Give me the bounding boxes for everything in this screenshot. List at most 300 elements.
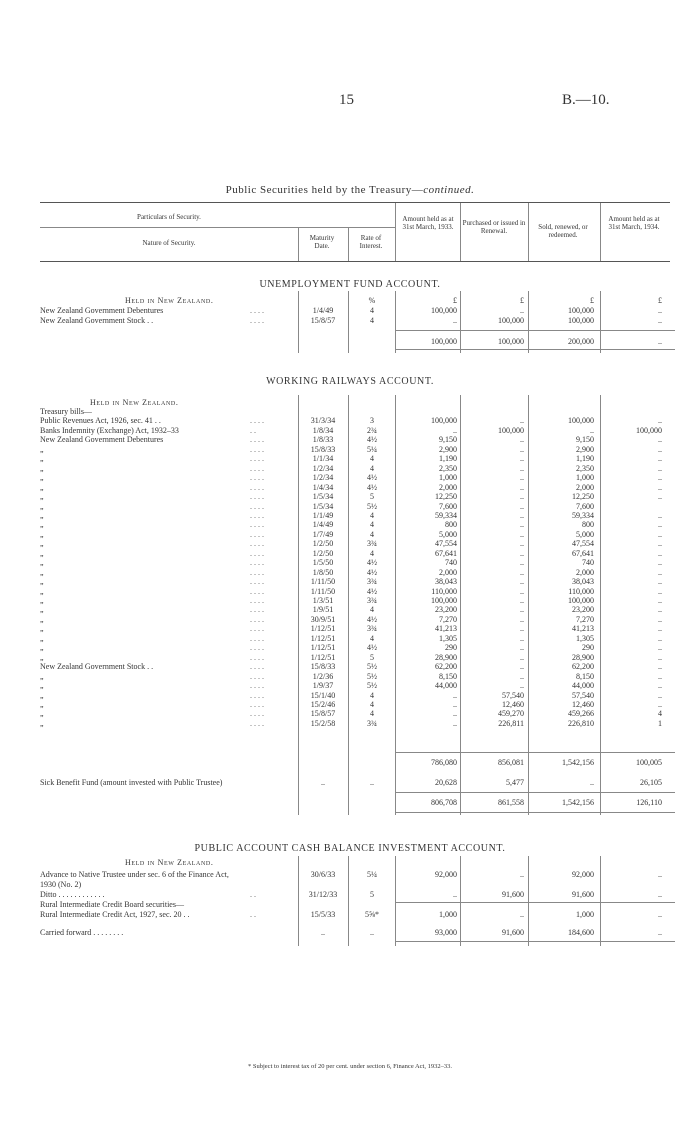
row-leader: . . . . <box>250 577 264 587</box>
header-held-1933: Amount held as at 31st March, 1933. <box>402 215 454 231</box>
row-description: „ <box>40 539 44 549</box>
row-maturity: 15/8/33 <box>310 662 336 672</box>
row-description: New Zealand Government Debentures <box>40 435 164 445</box>
row-amount-b: .. <box>520 510 524 520</box>
unit-symbol: £ <box>520 296 524 305</box>
rule <box>395 792 675 793</box>
table-row <box>40 709 680 718</box>
row-maturity: 1/3/51 <box>312 596 334 605</box>
row-amount-c: 8,150 <box>576 671 594 681</box>
table-row <box>40 502 680 511</box>
row-amount-d: .. <box>658 337 662 346</box>
row-amount-d: .. <box>658 482 662 492</box>
row-rate: 5½ <box>367 681 377 691</box>
row-amount-b: .. <box>520 520 524 530</box>
row-amount-b: 91,600 <box>502 928 524 937</box>
row-amount-a: 67,641 <box>435 548 457 558</box>
row-maturity: 31/3/34 <box>310 416 336 426</box>
row-leader: . . . . <box>250 306 264 315</box>
row-description: „ <box>40 454 44 464</box>
row-leader: . . . . <box>250 548 264 558</box>
table-row <box>40 483 680 492</box>
table-row <box>40 624 680 633</box>
row-amount-d: .. <box>658 316 662 325</box>
header-nature: Nature of Security. <box>142 239 196 247</box>
row-amount-d: 100,005 <box>636 758 662 767</box>
row-amount-a: 9,150 <box>439 435 457 445</box>
row-amount-a: 1,305 <box>439 633 457 643</box>
row-maturity: 1/5/34 <box>312 501 334 511</box>
row-rate: 5 <box>370 890 374 899</box>
row-amount-c: 1,000 <box>576 473 594 483</box>
row-rate: 4 <box>370 306 374 315</box>
table-row <box>40 539 680 548</box>
row-description: „ <box>40 643 44 653</box>
row-amount-c: 2,000 <box>576 567 594 577</box>
carried-forward-row <box>40 928 680 937</box>
row-maturity: 1/4/49 <box>312 520 334 530</box>
table-row <box>40 880 680 889</box>
row-maturity: 1/9/37 <box>312 681 334 691</box>
rule <box>395 330 675 331</box>
table-row <box>40 306 680 315</box>
row-amount-b: 861,558 <box>498 798 524 807</box>
row-leader: . . . . <box>250 492 264 502</box>
table-row <box>40 530 680 539</box>
row-amount-d: .. <box>658 671 662 681</box>
row-amount-a: .. <box>453 718 457 728</box>
row-leader: . . . . <box>250 454 264 464</box>
row-maturity: 1/2/50 <box>312 539 334 549</box>
row-maturity: 1/2/50 <box>312 548 334 558</box>
row-maturity: .. <box>321 928 325 937</box>
row-rate: 5¼ <box>367 444 377 454</box>
section-subtitle: Held in New Zealand. <box>125 858 214 867</box>
row-amount-b: .. <box>520 681 524 691</box>
row-maturity: 1/2/36 <box>312 671 334 681</box>
row-amount-c: 1,542,156 <box>562 758 594 767</box>
row-amount-b: .. <box>520 444 524 454</box>
row-amount-a: 2,000 <box>439 567 457 577</box>
row-amount-d: .. <box>658 548 662 558</box>
row-maturity: 30/6/33 <box>310 870 336 879</box>
row-amount-c: 1,542,156 <box>562 798 594 807</box>
row-description: „ <box>40 614 44 624</box>
row-amount-c: 1,190 <box>576 454 594 464</box>
row-leader: . . <box>250 425 256 435</box>
section-title: PUBLIC ACCOUNT CASH BALANCE INVESTMENT ACCOUNT. <box>194 843 506 854</box>
row-amount-a: 20,628 <box>435 778 457 787</box>
row-amount-b: .. <box>520 671 524 681</box>
row-leader: . . . . <box>250 643 264 653</box>
row-amount-c: .. <box>590 778 594 787</box>
table-row <box>40 492 680 501</box>
row-amount-a: 92,000 <box>435 870 457 879</box>
row-maturity: 15/2/46 <box>310 699 336 709</box>
row-amount-b: 91,600 <box>502 890 524 899</box>
row-amount-a: 38,043 <box>435 577 457 587</box>
table-row <box>40 719 680 728</box>
row-leader: . . . . <box>250 671 264 681</box>
row-amount-d: .. <box>658 539 662 549</box>
row-maturity: 1/1/49 <box>312 510 334 520</box>
row-amount-b: .. <box>520 596 524 605</box>
row-amount-d: .. <box>658 681 662 691</box>
row-amount-c: 100,000 <box>568 306 594 315</box>
row-amount-d: .. <box>658 614 662 624</box>
row-amount-a: 740 <box>445 558 457 568</box>
row-amount-d: .. <box>658 577 662 587</box>
row-amount-c: 2,900 <box>576 444 594 454</box>
row-maturity: 15/1/40 <box>310 690 336 700</box>
section-subtitle: Held in New Zealand. <box>90 398 179 407</box>
row-description: New Zealand Government Debentures <box>40 306 164 315</box>
row-amount-a: 93,000 <box>435 928 457 937</box>
row-amount-c: 184,600 <box>568 928 594 937</box>
page-number: 15 <box>339 92 354 108</box>
row-amount-c: 2,000 <box>576 482 594 492</box>
row-amount-a: .. <box>453 699 457 709</box>
row-amount-c: 1,000 <box>576 910 594 919</box>
row-amount-b: .. <box>520 558 524 568</box>
row-amount-d: .. <box>658 473 662 483</box>
row-amount-d: .. <box>658 690 662 700</box>
table-row <box>40 587 680 596</box>
row-leader: . . . . <box>250 614 264 624</box>
table-row <box>40 900 680 909</box>
row-description: „ <box>40 690 44 700</box>
section-title: UNEMPLOYMENT FUND ACCOUNT. <box>259 279 441 290</box>
row-amount-c: 800 <box>582 520 594 530</box>
row-amount-a: 786,080 <box>431 758 457 767</box>
row-maturity: 1/8/50 <box>312 567 334 577</box>
row-amount-b: .. <box>520 454 524 464</box>
row-maturity: 15/5/33 <box>310 910 336 919</box>
row-amount-d: .. <box>658 454 662 464</box>
row-description: 1930 (No. 2) <box>40 880 82 889</box>
row-description: „ <box>40 510 44 520</box>
row-amount-a: 7,600 <box>439 501 457 511</box>
table-row <box>40 672 680 681</box>
table-row <box>40 615 680 624</box>
row-amount-b: .. <box>520 586 524 596</box>
sick-benefit-row <box>40 778 680 787</box>
row-amount-d: .. <box>658 870 662 879</box>
row-maturity: 1/5/34 <box>312 492 334 502</box>
row-amount-c: 1,305 <box>576 633 594 643</box>
section-subtitle: Held in New Zealand. <box>125 296 214 305</box>
row-leader: . . . . <box>250 473 264 483</box>
row-amount-c: 67,641 <box>572 548 594 558</box>
row-rate: 3¾ <box>367 577 377 587</box>
row-amount-c: 290 <box>582 643 594 653</box>
row-leader: . . . . <box>250 416 264 426</box>
row-amount-d: .. <box>658 596 662 605</box>
table-row <box>40 691 680 700</box>
row-rate: 4 <box>370 454 374 464</box>
row-amount-a: 12,250 <box>435 492 457 502</box>
row-amount-c: 38,043 <box>572 577 594 587</box>
row-rate: 2¾ <box>367 425 377 435</box>
row-rate: 5 <box>370 652 374 662</box>
row-amount-c: 7,600 <box>576 501 594 511</box>
row-description: „ <box>40 624 44 634</box>
row-amount-c: .. <box>590 425 594 435</box>
row-rate: 5½ <box>367 501 377 511</box>
row-description: „ <box>40 501 44 511</box>
row-maturity: 1/8/34 <box>312 425 334 435</box>
table-row <box>40 643 680 652</box>
row-description: Advance to Native Trustee under sec. 6 of the Finance Act, <box>40 870 229 879</box>
row-leader: . . . . <box>250 463 264 473</box>
row-description: Rural Intermediate Credit Act, 1927, sec. 20 . . <box>40 910 190 919</box>
row-maturity: 1/2/34 <box>312 473 334 483</box>
row-amount-b: .. <box>520 643 524 653</box>
row-maturity: 1/12/51 <box>310 643 336 653</box>
row-rate: 4 <box>370 690 374 700</box>
row-description: „ <box>40 473 44 483</box>
row-amount-b: .. <box>520 870 524 879</box>
row-amount-d: .. <box>658 306 662 315</box>
row-amount-a: 41,213 <box>435 624 457 634</box>
row-maturity: 15/8/57 <box>310 709 336 719</box>
row-amount-a: 2,000 <box>439 482 457 492</box>
row-leader: . . . . <box>250 633 264 643</box>
row-amount-a: 100,000 <box>431 596 457 605</box>
row-amount-c: 2,350 <box>576 463 594 473</box>
row-maturity: 1/1/34 <box>312 454 334 464</box>
row-amount-d: .. <box>658 699 662 709</box>
table-row <box>40 910 680 919</box>
row-amount-c: 110,000 <box>568 586 594 596</box>
row-amount-c: 100,000 <box>568 316 594 325</box>
row-rate: 4 <box>370 548 374 558</box>
row-maturity: 30/9/51 <box>310 614 336 624</box>
row-amount-b: 100,000 <box>498 316 524 325</box>
row-maturity: 1/12/51 <box>310 633 336 643</box>
section-title: WORKING RAILWAYS ACCOUNT. <box>266 376 434 387</box>
row-maturity: 15/2/58 <box>310 718 336 728</box>
row-amount-a: .. <box>453 709 457 719</box>
table-row <box>40 473 680 482</box>
unit-symbol: £ <box>453 296 457 305</box>
row-description: „ <box>40 671 44 681</box>
row-amount-c: 62,200 <box>572 662 594 672</box>
row-amount-c: 100,000 <box>568 596 594 605</box>
row-amount-d: 100,000 <box>636 425 662 435</box>
row-description: „ <box>40 718 44 728</box>
row-amount-c: 92,000 <box>572 870 594 879</box>
title-main: Public Securities held by the Treasury— <box>225 184 424 196</box>
row-description: Sick Benefit Fund (amount invested with Public Trustee) <box>40 778 223 787</box>
row-description: „ <box>40 463 44 473</box>
row-amount-b: .. <box>520 492 524 502</box>
header-maturity: Maturity Date. <box>309 234 335 250</box>
row-rate: 3¾ <box>367 539 377 549</box>
row-rate: .. <box>370 928 374 937</box>
row-amount-a: 2,900 <box>439 444 457 454</box>
row-maturity: 15/8/57 <box>310 316 336 325</box>
row-description: Banks Indemnity (Exchange) Act, 1932–33 <box>40 425 179 435</box>
row-amount-c: 23,200 <box>572 605 594 615</box>
row-amount-c: 47,554 <box>572 539 594 549</box>
row-amount-a: 28,900 <box>435 652 457 662</box>
units-row <box>40 296 680 305</box>
row-description: New Zealand Government Stock . . <box>40 316 154 325</box>
row-amount-d: .. <box>658 643 662 653</box>
row-amount-a: 110,000 <box>431 586 457 596</box>
row-amount-b: .. <box>520 501 524 511</box>
row-rate: 4½ <box>367 586 377 596</box>
row-description: Rural Intermediate Credit Board securities— <box>40 900 184 909</box>
row-amount-d: .. <box>658 492 662 502</box>
row-description: „ <box>40 699 44 709</box>
row-leader: . . . . <box>250 681 264 691</box>
table-row <box>40 407 680 416</box>
table-row <box>40 549 680 558</box>
row-leader: . . . . <box>250 567 264 577</box>
row-amount-d: .. <box>658 662 662 672</box>
row-amount-b: 5,477 <box>506 778 524 787</box>
row-description: „ <box>40 558 44 568</box>
row-leader: . . . . <box>250 690 264 700</box>
row-amount-d: 26,105 <box>640 778 662 787</box>
footnote: * Subject to interest tax of 20 per cent. under section 6, Finance Act, 1932–33. <box>248 1063 452 1070</box>
table-row <box>40 454 680 463</box>
row-amount-c: 459,266 <box>568 709 594 719</box>
row-amount-c: 28,900 <box>572 652 594 662</box>
row-amount-b: .. <box>520 662 524 672</box>
row-amount-d: .. <box>658 605 662 615</box>
total-row <box>40 798 680 807</box>
row-description: „ <box>40 444 44 454</box>
row-amount-b: .. <box>520 605 524 615</box>
row-leader: . . . . <box>250 699 264 709</box>
row-amount-d: .. <box>658 890 662 899</box>
row-amount-b: .. <box>520 435 524 445</box>
subtotal-row <box>40 758 680 767</box>
row-amount-a: 59,334 <box>435 510 457 520</box>
row-amount-b: .. <box>520 482 524 492</box>
row-leader: . . <box>250 910 256 919</box>
row-leader: . . . . <box>250 605 264 615</box>
row-amount-a: .. <box>453 890 457 899</box>
unit-symbol: £ <box>658 296 662 305</box>
row-amount-b: .. <box>520 910 524 919</box>
row-maturity: 1/12/51 <box>310 624 336 634</box>
row-rate: 4½ <box>367 614 377 624</box>
row-amount-b: .. <box>520 416 524 426</box>
row-amount-c: 12,460 <box>572 699 594 709</box>
table-row <box>40 605 680 614</box>
row-amount-b: 100,000 <box>498 337 524 346</box>
row-amount-d: .. <box>658 586 662 596</box>
row-amount-a: .. <box>453 690 457 700</box>
row-leader: . . . . <box>250 510 264 520</box>
row-amount-a: 1,000 <box>439 473 457 483</box>
table-row <box>40 558 680 567</box>
row-amount-a: 806,708 <box>431 798 457 807</box>
row-amount-b: .. <box>520 652 524 662</box>
row-amount-c: 200,000 <box>568 337 594 346</box>
row-amount-b: .. <box>520 306 524 315</box>
row-maturity: 1/11/50 <box>310 577 336 587</box>
row-leader: . . . . <box>250 482 264 492</box>
row-rate: 4 <box>370 463 374 473</box>
row-description: „ <box>40 482 44 492</box>
title-continued: continued. <box>423 184 475 196</box>
row-amount-b: .. <box>520 529 524 539</box>
row-description: „ <box>40 529 44 539</box>
row-description: „ <box>40 520 44 530</box>
header-purchased: Purchased or issued in Renewal. <box>462 219 526 235</box>
row-description: Public Revenues Act, 1926, sec. 41 . . <box>40 416 161 426</box>
row-rate: 3¾ <box>367 596 377 605</box>
row-description: „ <box>40 681 44 691</box>
row-amount-d: .. <box>658 624 662 634</box>
row-amount-a: 44,000 <box>435 681 457 691</box>
table-row <box>40 662 680 671</box>
row-description: „ <box>40 548 44 558</box>
row-amount-d: .. <box>658 520 662 530</box>
row-description: „ <box>40 577 44 587</box>
row-amount-a: 5,000 <box>439 529 457 539</box>
row-description: „ <box>40 492 44 502</box>
row-description: „ <box>40 586 44 596</box>
row-amount-b: 226,811 <box>498 718 524 728</box>
row-maturity: .. <box>321 778 325 787</box>
row-maturity: 1/4/34 <box>312 482 334 492</box>
row-amount-d: 126,110 <box>636 798 662 807</box>
row-rate: 5½ <box>367 671 377 681</box>
header-held-1934: Amount held as at 31st March, 1934. <box>608 215 660 231</box>
row-maturity: 1/7/49 <box>312 529 334 539</box>
row-description: „ <box>40 596 44 605</box>
row-amount-c: 7,270 <box>576 614 594 624</box>
row-description: „ <box>40 709 44 719</box>
row-rate: 3¾ <box>367 718 377 728</box>
row-amount-b: .. <box>520 577 524 587</box>
row-rate: 4½ <box>367 473 377 483</box>
row-amount-c: 57,540 <box>572 690 594 700</box>
row-rate: 4½ <box>367 643 377 653</box>
header-rate: Rate of Interest. <box>359 234 383 250</box>
row-rate: 4 <box>370 510 374 520</box>
table-row <box>40 634 680 643</box>
row-rate: 4 <box>370 529 374 539</box>
row-amount-b: .. <box>520 614 524 624</box>
row-leader: . . . . <box>250 596 264 605</box>
row-amount-b: 12,460 <box>502 699 524 709</box>
table-row <box>40 520 680 529</box>
row-amount-d: .. <box>658 444 662 454</box>
row-leader: . . . . <box>250 718 264 728</box>
row-rate: 3 <box>370 416 374 426</box>
row-maturity: 1/4/49 <box>312 306 334 315</box>
unit-symbol: % <box>368 296 376 305</box>
unit-symbol: £ <box>590 296 594 305</box>
row-amount-a: 2,350 <box>439 463 457 473</box>
row-description: New Zealand Government Stock . . <box>40 662 154 672</box>
row-amount-a: 800 <box>445 520 457 530</box>
row-amount-d: .. <box>658 928 662 937</box>
row-amount-d: .. <box>658 567 662 577</box>
row-maturity: 15/8/33 <box>310 444 336 454</box>
row-leader: . . . . <box>250 662 264 672</box>
row-description: „ <box>40 567 44 577</box>
table-row <box>40 681 680 690</box>
row-rate: 4 <box>370 605 374 615</box>
